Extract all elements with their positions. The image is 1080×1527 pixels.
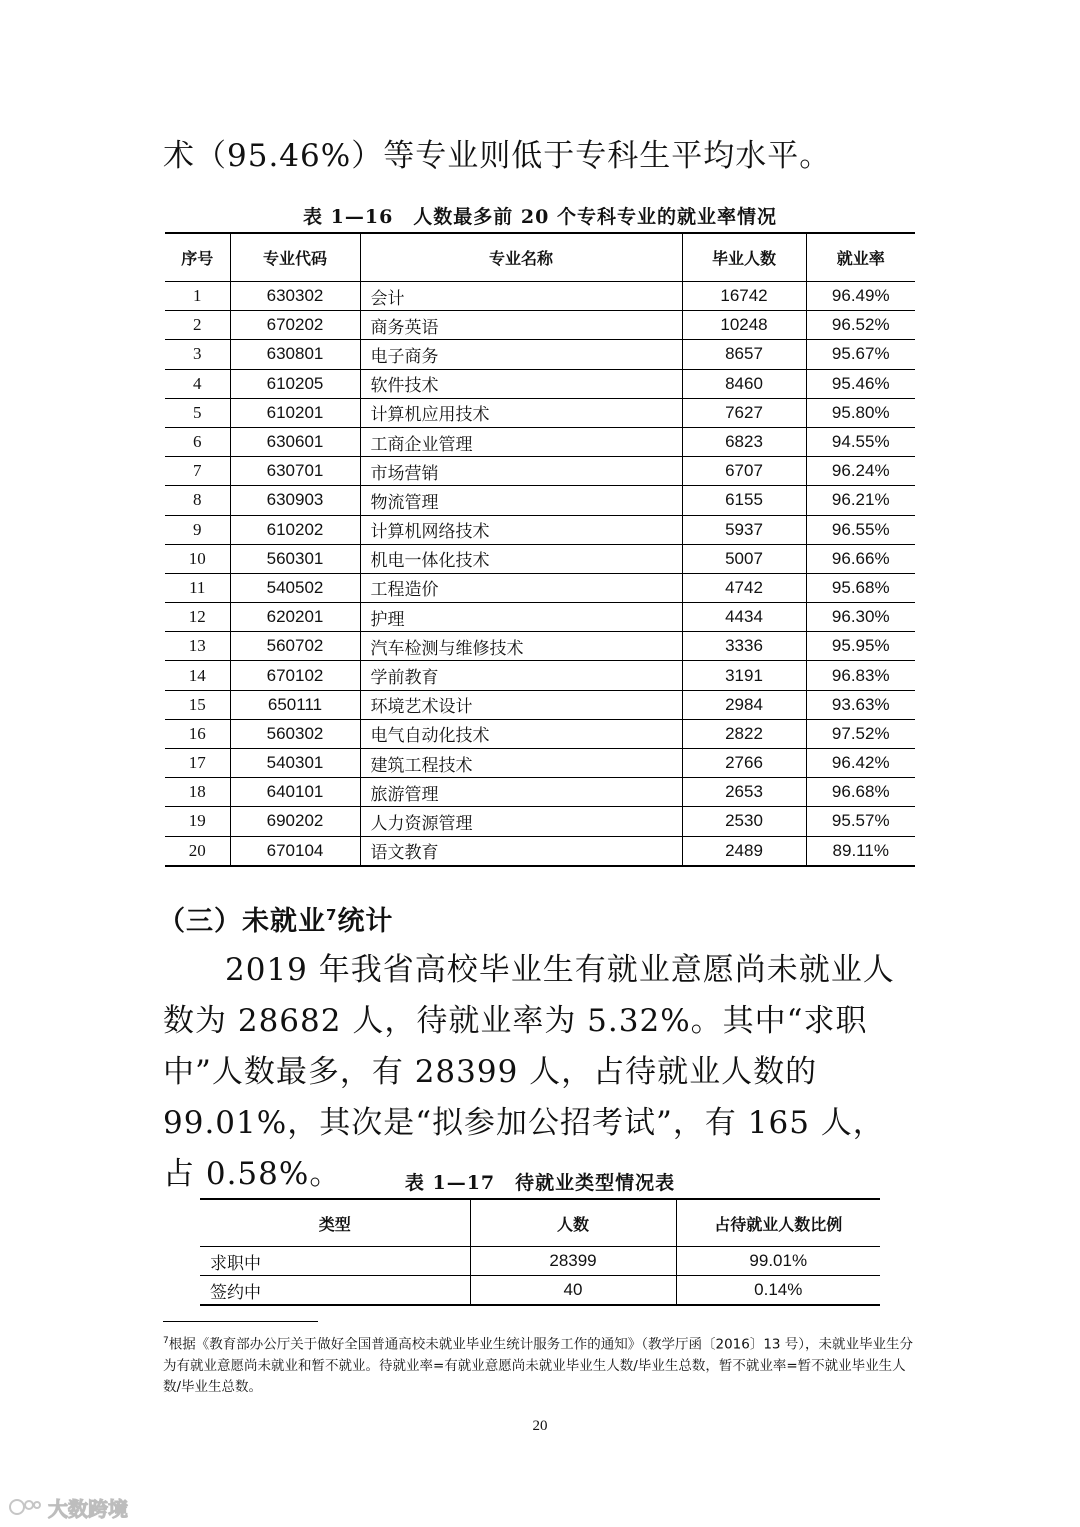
cell-code: 560302	[230, 719, 360, 748]
body-paragraph: 2019 年我省高校毕业生有就业意愿尚未就业人数为 28682 人，待就业率为 5.32%。其中“求职中”人数最多，有 28399 人，占待就业人数的 99.01%，其次是“拟参加公招考试”，有 165 人，占 0.58%。	[163, 952, 895, 1192]
cell-code: 630601	[230, 427, 360, 456]
cell-graduates: 8657	[682, 340, 806, 369]
cell-index: 11	[165, 573, 230, 602]
footnote-marker: 7	[163, 1336, 169, 1346]
section-heading-text: （三）未就业	[158, 906, 326, 937]
cell-rate: 95.67%	[806, 340, 915, 369]
table-row	[165, 398, 915, 427]
table-row	[165, 778, 915, 807]
cell-name: 汽车检测与维修技术	[360, 632, 682, 661]
cell-name: 护理	[360, 603, 682, 632]
cell-code: 630801	[230, 340, 360, 369]
cell-name: 学前教育	[360, 661, 682, 690]
cell-rate: 95.95%	[806, 632, 915, 661]
cell-index: 4	[165, 369, 230, 398]
cell-graduates: 2489	[682, 836, 806, 866]
col-header-type: 类型	[200, 1199, 470, 1247]
table-row	[165, 457, 915, 486]
table-row	[165, 282, 915, 311]
cell-name: 电子商务	[360, 340, 682, 369]
cell-name: 会计	[360, 282, 682, 311]
cell-name: 商务英语	[360, 311, 682, 340]
table-row	[165, 427, 915, 456]
cell-rate: 95.57%	[806, 807, 915, 836]
cell-rate: 96.42%	[806, 749, 915, 778]
cell-rate: 96.24%	[806, 457, 915, 486]
cell-name: 环境艺术设计	[360, 690, 682, 719]
cell-rate: 94.55%	[806, 427, 915, 456]
section-heading	[158, 899, 393, 938]
table-row	[165, 573, 915, 602]
cell-index: 17	[165, 749, 230, 778]
cell-index: 8	[165, 486, 230, 515]
table-row	[165, 661, 915, 690]
cell-type: 签约中	[200, 1276, 470, 1306]
table-row	[165, 369, 915, 398]
cell-index: 6	[165, 427, 230, 456]
table-row	[165, 486, 915, 515]
table-17	[200, 1198, 880, 1306]
cell-graduates: 10248	[682, 311, 806, 340]
cell-rate: 96.83%	[806, 661, 915, 690]
table-row	[165, 311, 915, 340]
table-row	[165, 749, 915, 778]
cell-index: 2	[165, 311, 230, 340]
table-row	[165, 719, 915, 748]
footnote-text: 根据《教育部办公厅关于做好全国普通高校未就业毕业生统计服务工作的通知》（教学厅函〔2016〕13 号），未就业毕业生分为有就业意愿尚未就业和暂不就业。待就业率=有就业意愿尚未就业毕业生人数/毕业生总数，暂不就业率=暂不就业毕业生人数/毕业生总数。	[163, 1336, 914, 1395]
cell-index: 12	[165, 603, 230, 632]
cell-graduates: 5007	[682, 544, 806, 573]
cell-name: 计算机网络技术	[360, 515, 682, 544]
cell-graduates: 6155	[682, 486, 806, 515]
footnote-ref: 7	[326, 906, 338, 924]
cell-code: 630701	[230, 457, 360, 486]
cell-index: 15	[165, 690, 230, 719]
cell-graduates: 2766	[682, 749, 806, 778]
cell-code: 560301	[230, 544, 360, 573]
cell-rate: 96.30%	[806, 603, 915, 632]
cell-code: 620201	[230, 603, 360, 632]
intro-paragraph: 术（95.46%）等专业则低于专科生平均水平。	[163, 138, 832, 174]
cell-index: 9	[165, 515, 230, 544]
cell-code: 630903	[230, 486, 360, 515]
cell-graduates: 6707	[682, 457, 806, 486]
cell-graduates: 4434	[682, 603, 806, 632]
cell-rate: 93.63%	[806, 690, 915, 719]
col-header-rate: 就业率	[806, 233, 915, 282]
cell-name: 工商企业管理	[360, 427, 682, 456]
cell-graduates: 3191	[682, 661, 806, 690]
cell-index: 1	[165, 282, 230, 311]
col-header-count: 人数	[470, 1199, 676, 1247]
table-row	[165, 807, 915, 836]
cell-rate: 95.80%	[806, 398, 915, 427]
cell-name: 电气自动化技术	[360, 719, 682, 748]
cell-index: 10	[165, 544, 230, 573]
cell-rate: 96.21%	[806, 486, 915, 515]
cell-index: 13	[165, 632, 230, 661]
cell-index: 7	[165, 457, 230, 486]
cell-name: 软件技术	[360, 369, 682, 398]
cell-index: 19	[165, 807, 230, 836]
col-header-code: 专业代码	[230, 233, 360, 282]
table-16	[165, 232, 915, 867]
watermark-logo-icon	[8, 1495, 42, 1519]
cell-graduates: 2822	[682, 719, 806, 748]
cell-code: 540502	[230, 573, 360, 602]
cell-index: 5	[165, 398, 230, 427]
cell-name: 人力资源管理	[360, 807, 682, 836]
cell-rate: 96.49%	[806, 282, 915, 311]
cell-graduates: 2530	[682, 807, 806, 836]
cell-graduates: 7627	[682, 398, 806, 427]
col-header-name: 专业名称	[360, 233, 682, 282]
col-header-index: 序号	[165, 233, 230, 282]
cell-code: 640101	[230, 778, 360, 807]
cell-graduates: 2653	[682, 778, 806, 807]
col-header-graduates: 毕业人数	[682, 233, 806, 282]
cell-name: 工程造价	[360, 573, 682, 602]
cell-count: 28399	[470, 1247, 676, 1276]
cell-name: 计算机应用技术	[360, 398, 682, 427]
table-row	[165, 690, 915, 719]
cell-index: 3	[165, 340, 230, 369]
cell-name: 旅游管理	[360, 778, 682, 807]
cell-graduates: 3336	[682, 632, 806, 661]
footnote-divider	[163, 1321, 318, 1322]
table-header-row	[165, 233, 915, 282]
cell-index: 20	[165, 836, 230, 866]
cell-code: 630302	[230, 282, 360, 311]
cell-count: 40	[470, 1276, 676, 1306]
table-row	[200, 1276, 880, 1306]
cell-index: 14	[165, 661, 230, 690]
cell-rate: 96.66%	[806, 544, 915, 573]
cell-code: 670202	[230, 311, 360, 340]
cell-index: 18	[165, 778, 230, 807]
table-row	[165, 515, 915, 544]
cell-code: 560702	[230, 632, 360, 661]
cell-name: 物流管理	[360, 486, 682, 515]
cell-code: 610205	[230, 369, 360, 398]
cell-name: 市场营销	[360, 457, 682, 486]
cell-code: 690202	[230, 807, 360, 836]
cell-rate: 89.11%	[806, 836, 915, 866]
cell-index: 16	[165, 719, 230, 748]
cell-ratio: 0.14%	[676, 1276, 880, 1306]
cell-graduates: 4742	[682, 573, 806, 602]
table-row	[165, 340, 915, 369]
section-heading-suffix: 统计	[337, 906, 394, 937]
cell-code: 650111	[230, 690, 360, 719]
cell-graduates: 6823	[682, 427, 806, 456]
watermark	[8, 1493, 128, 1521]
table-row	[165, 632, 915, 661]
cell-type: 求职中	[200, 1247, 470, 1276]
cell-graduates: 8460	[682, 369, 806, 398]
table-row	[200, 1247, 880, 1276]
cell-name: 建筑工程技术	[360, 749, 682, 778]
footnote	[163, 1331, 923, 1398]
cell-ratio: 99.01%	[676, 1247, 880, 1276]
cell-graduates: 2984	[682, 690, 806, 719]
table-row	[165, 544, 915, 573]
col-header-ratio: 占待就业人数比例	[676, 1199, 880, 1247]
cell-rate: 97.52%	[806, 719, 915, 748]
cell-name: 机电一体化技术	[360, 544, 682, 573]
table-16-caption: 表 1—16 人数最多前 20 个专科专业的就业率情况	[303, 206, 777, 228]
cell-code: 540301	[230, 749, 360, 778]
cell-graduates: 16742	[682, 282, 806, 311]
page-number: 20	[532, 1418, 548, 1434]
watermark-text: 大数跨境	[48, 1496, 128, 1521]
cell-rate: 95.46%	[806, 369, 915, 398]
table-header-row	[200, 1199, 880, 1247]
cell-name: 语文教育	[360, 836, 682, 866]
table-row	[165, 836, 915, 866]
cell-rate: 96.55%	[806, 515, 915, 544]
cell-code: 670102	[230, 661, 360, 690]
cell-graduates: 5937	[682, 515, 806, 544]
cell-code: 610201	[230, 398, 360, 427]
cell-rate: 96.68%	[806, 778, 915, 807]
cell-rate: 95.68%	[806, 573, 915, 602]
cell-rate: 96.52%	[806, 311, 915, 340]
cell-code: 610202	[230, 515, 360, 544]
cell-code: 670104	[230, 836, 360, 866]
table-17-caption: 表 1—17 待就业类型情况表	[404, 1172, 676, 1194]
table-row	[165, 603, 915, 632]
